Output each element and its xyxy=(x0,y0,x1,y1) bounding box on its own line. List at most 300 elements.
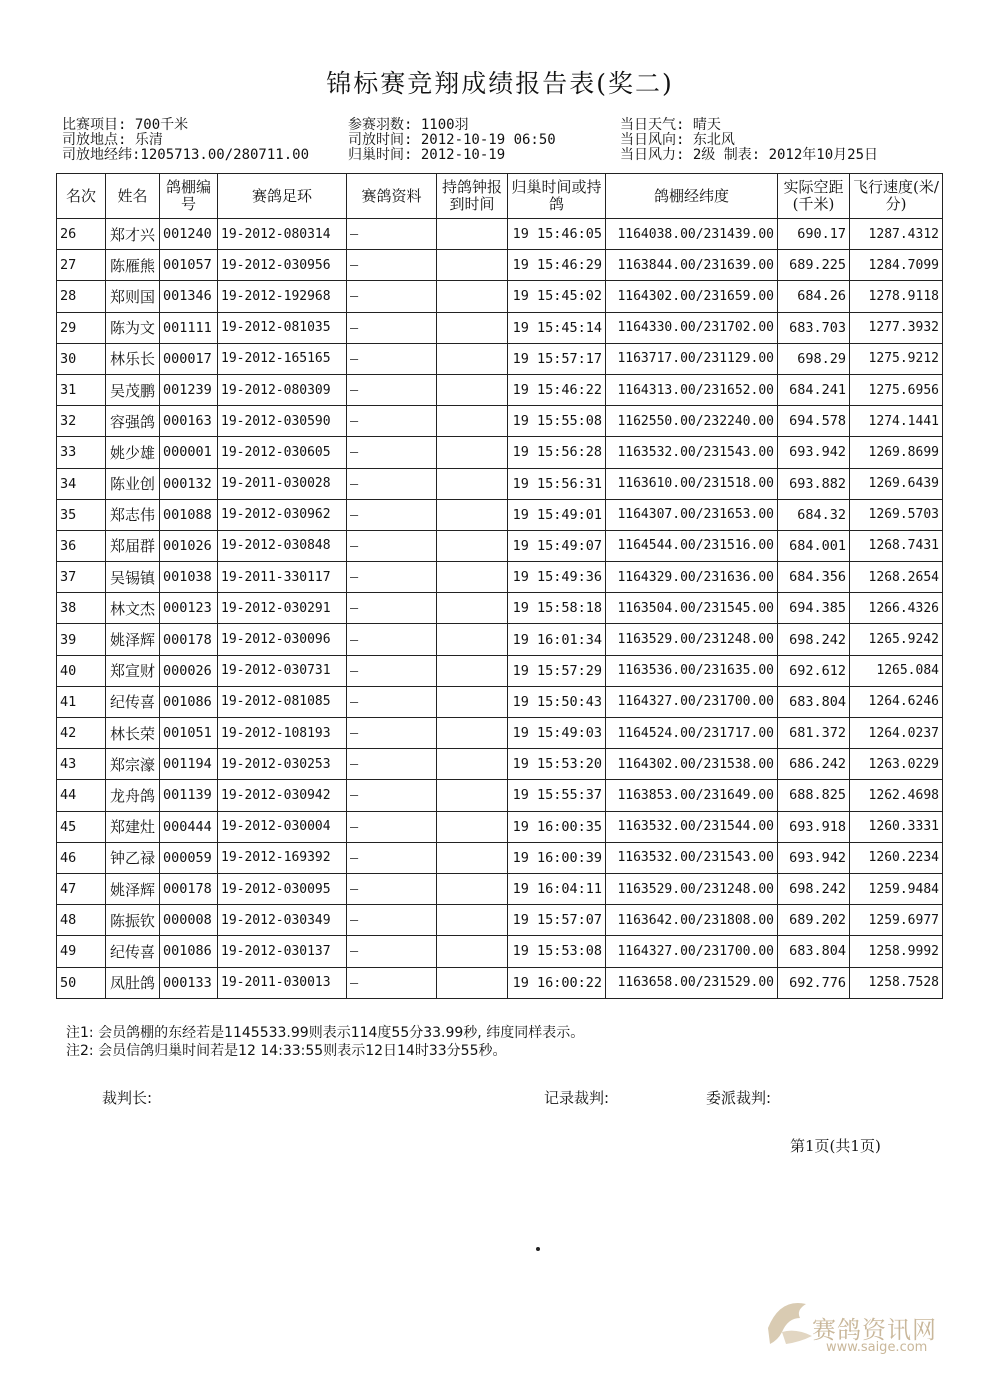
table-row xyxy=(57,718,943,749)
cell-return-time: 19 15:50:43 xyxy=(508,686,606,717)
results-table xyxy=(56,173,943,999)
cell-ring: 19-2012-080309 xyxy=(218,374,347,405)
cell-loft-coordinates: 1162550.00/232240.00 xyxy=(606,406,778,437)
cell-name: 郑则国 xyxy=(106,281,160,312)
cell-pigeon-info: — xyxy=(347,312,437,343)
cell-loft-coordinates: 1164329.00/231636.00 xyxy=(606,562,778,593)
cell-name: 郑建灶 xyxy=(106,811,160,842)
cell-name: 纪传喜 xyxy=(106,936,160,967)
header-name: 姓名 xyxy=(106,174,160,219)
cell-ring: 19-2011-030013 xyxy=(218,967,347,998)
cell-return-time: 19 16:01:34 xyxy=(508,624,606,655)
meta-wind-force-and-date: 当日风力: 2级 制表: 2012年10月25日 xyxy=(620,147,879,163)
cell-rank: 36 xyxy=(57,530,106,561)
table-row xyxy=(57,562,943,593)
cell-loft-id: 001346 xyxy=(160,281,218,312)
meta-wind-direction: 当日风向: 东北风 xyxy=(620,132,735,148)
cell-clock-report-time xyxy=(437,936,508,967)
cell-distance: 684.001 xyxy=(778,530,850,561)
cell-name: 姚泽辉 xyxy=(106,873,160,904)
cell-loft-id: 001026 xyxy=(160,530,218,561)
cell-rank: 40 xyxy=(57,655,106,686)
cell-rank: 33 xyxy=(57,437,106,468)
cell-return-time: 19 15:46:22 xyxy=(508,374,606,405)
table-header-row xyxy=(57,174,943,219)
meta-weather: 当日天气: 晴天 xyxy=(620,117,721,133)
cell-name: 纪传喜 xyxy=(106,686,160,717)
cell-pigeon-info: — xyxy=(347,967,437,998)
cell-return-time: 19 15:46:05 xyxy=(508,219,606,250)
cell-distance: 694.578 xyxy=(778,406,850,437)
meta-column-1 xyxy=(62,118,309,163)
cell-ring: 19-2012-108193 xyxy=(218,718,347,749)
cell-name: 姚少雄 xyxy=(106,437,160,468)
cell-loft-id: 001111 xyxy=(160,312,218,343)
cell-name: 林长荣 xyxy=(106,718,160,749)
cell-pigeon-info: — xyxy=(347,343,437,374)
table-row xyxy=(57,593,943,624)
cell-pigeon-info: — xyxy=(347,499,437,530)
cell-rank: 49 xyxy=(57,936,106,967)
cell-pigeon-info: — xyxy=(347,718,437,749)
header-distance: 实际空距(千米) xyxy=(778,174,850,219)
cell-name: 郑志伟 xyxy=(106,499,160,530)
cell-ring: 19-2012-030096 xyxy=(218,624,347,655)
cell-pigeon-info: — xyxy=(347,749,437,780)
table-row xyxy=(57,499,943,530)
cell-name: 郑宣财 xyxy=(106,655,160,686)
cell-loft-coordinates: 1163532.00/231543.00 xyxy=(606,842,778,873)
table-row xyxy=(57,343,943,374)
cell-rank: 45 xyxy=(57,811,106,842)
header-clock-report-time: 持鸽钟报到时间 xyxy=(437,174,508,219)
watermark-logo xyxy=(760,1288,990,1368)
cell-speed: 1262.4698 xyxy=(850,780,943,811)
cell-name: 凤肚鸽 xyxy=(106,967,160,998)
cell-ring: 19-2012-030137 xyxy=(218,936,347,967)
cell-ring: 19-2012-169392 xyxy=(218,842,347,873)
table-row xyxy=(57,530,943,561)
cell-speed: 1265.9242 xyxy=(850,624,943,655)
cell-ring: 19-2012-030848 xyxy=(218,530,347,561)
table-row xyxy=(57,406,943,437)
cell-loft-id: 000008 xyxy=(160,905,218,936)
cell-loft-id: 000026 xyxy=(160,655,218,686)
cell-ring: 19-2012-192968 xyxy=(218,281,347,312)
cell-ring: 19-2012-030095 xyxy=(218,873,347,904)
cell-rank: 26 xyxy=(57,219,106,250)
table-row xyxy=(57,437,943,468)
meta-entries: 参赛羽数: 1100羽 xyxy=(348,117,469,133)
cell-distance: 689.225 xyxy=(778,250,850,281)
cell-rank: 39 xyxy=(57,624,106,655)
cell-loft-coordinates: 1163642.00/231808.00 xyxy=(606,905,778,936)
cell-speed: 1265.084 xyxy=(850,655,943,686)
cell-rank: 27 xyxy=(57,250,106,281)
cell-clock-report-time xyxy=(437,686,508,717)
cell-clock-report-time xyxy=(437,749,508,780)
cell-speed: 1260.3331 xyxy=(850,811,943,842)
meta-event: 比赛项目: 700千米 xyxy=(62,117,189,133)
cell-name: 郑才兴 xyxy=(106,219,160,250)
cell-distance: 690.17 xyxy=(778,219,850,250)
cell-loft-coordinates: 1163532.00/231544.00 xyxy=(606,811,778,842)
cell-rank: 42 xyxy=(57,718,106,749)
cell-loft-coordinates: 1164327.00/231700.00 xyxy=(606,936,778,967)
cell-rank: 37 xyxy=(57,562,106,593)
cell-distance: 694.385 xyxy=(778,593,850,624)
cell-return-time: 19 15:46:29 xyxy=(508,250,606,281)
cell-clock-report-time xyxy=(437,718,508,749)
cell-distance: 693.942 xyxy=(778,842,850,873)
signature-delegated-referee: 委派裁判: xyxy=(706,1089,772,1107)
cell-rank: 48 xyxy=(57,905,106,936)
cell-name: 陈雁熊 xyxy=(106,250,160,281)
cell-clock-report-time xyxy=(437,780,508,811)
cell-pigeon-info: — xyxy=(347,905,437,936)
cell-ring: 19-2012-030004 xyxy=(218,811,347,842)
cell-clock-report-time xyxy=(437,624,508,655)
cell-return-time: 19 15:57:07 xyxy=(508,905,606,936)
cell-return-time: 19 15:55:37 xyxy=(508,780,606,811)
cell-speed: 1258.7528 xyxy=(850,967,943,998)
cell-clock-report-time xyxy=(437,219,508,250)
cell-rank: 31 xyxy=(57,374,106,405)
table-row xyxy=(57,312,943,343)
cell-distance: 688.825 xyxy=(778,780,850,811)
cell-pigeon-info: — xyxy=(347,842,437,873)
meta-column-3 xyxy=(620,118,878,163)
cell-speed: 1269.8699 xyxy=(850,437,943,468)
cell-ring: 19-2012-030962 xyxy=(218,499,347,530)
header-rank: 名次 xyxy=(57,174,106,219)
cell-loft-coordinates: 1163529.00/231248.00 xyxy=(606,873,778,904)
cell-return-time: 19 15:55:08 xyxy=(508,406,606,437)
cell-pigeon-info: — xyxy=(347,811,437,842)
cell-loft-id: 001086 xyxy=(160,686,218,717)
cell-pigeon-info: — xyxy=(347,624,437,655)
cell-pigeon-info: — xyxy=(347,780,437,811)
footnote-2: 注2: 会员信鸽归巢时间若是12 14:33:55则表示12日14时33分55秒。 xyxy=(66,1043,507,1059)
header-return-time: 归巢时间或持鸽 xyxy=(508,174,606,219)
cell-rank: 47 xyxy=(57,873,106,904)
cell-speed: 1274.1441 xyxy=(850,406,943,437)
header-ring: 赛鸽足环 xyxy=(218,174,347,219)
cell-loft-coordinates: 1163536.00/231635.00 xyxy=(606,655,778,686)
cell-distance: 692.776 xyxy=(778,967,850,998)
cell-return-time: 19 15:49:01 xyxy=(508,499,606,530)
cell-name: 郑届群 xyxy=(106,530,160,561)
cell-distance: 698.242 xyxy=(778,624,850,655)
table-row xyxy=(57,468,943,499)
cell-loft-id: 000132 xyxy=(160,468,218,499)
cell-ring: 19-2012-030605 xyxy=(218,437,347,468)
cell-name: 龙舟鸽 xyxy=(106,780,160,811)
cell-loft-id: 000123 xyxy=(160,593,218,624)
cell-loft-coordinates: 1164302.00/231538.00 xyxy=(606,749,778,780)
cell-loft-id: 000178 xyxy=(160,873,218,904)
cell-return-time: 19 16:04:11 xyxy=(508,873,606,904)
cell-name: 陈为文 xyxy=(106,312,160,343)
cell-clock-report-time xyxy=(437,873,508,904)
cell-return-time: 19 15:56:31 xyxy=(508,468,606,499)
cell-distance: 693.882 xyxy=(778,468,850,499)
cell-loft-id: 001057 xyxy=(160,250,218,281)
cell-rank: 28 xyxy=(57,281,106,312)
cell-rank: 34 xyxy=(57,468,106,499)
cell-distance: 683.703 xyxy=(778,312,850,343)
meta-return-date: 归巢时间: 2012-10-19 xyxy=(348,147,506,163)
cell-loft-coordinates: 1163853.00/231649.00 xyxy=(606,780,778,811)
meta-release-coordinates: 司放地经纬:1205713.00/280711.00 xyxy=(62,147,310,163)
table-row xyxy=(57,842,943,873)
pigeon-logo-icon xyxy=(760,1288,820,1358)
cell-distance: 681.372 xyxy=(778,718,850,749)
watermark-url: www.saige.com xyxy=(826,1340,928,1355)
cell-ring: 19-2012-165165 xyxy=(218,343,347,374)
cell-loft-coordinates: 1163529.00/231248.00 xyxy=(606,624,778,655)
cell-loft-coordinates: 1163610.00/231518.00 xyxy=(606,468,778,499)
cell-loft-id: 001240 xyxy=(160,219,218,250)
cell-clock-report-time xyxy=(437,499,508,530)
cell-loft-coordinates: 1163504.00/231545.00 xyxy=(606,593,778,624)
cell-name: 陈业创 xyxy=(106,468,160,499)
cell-speed: 1264.6246 xyxy=(850,686,943,717)
cell-pigeon-info: — xyxy=(347,437,437,468)
table-row xyxy=(57,780,943,811)
cell-distance: 684.32 xyxy=(778,499,850,530)
meta-column-2 xyxy=(348,118,556,163)
cell-speed: 1269.6439 xyxy=(850,468,943,499)
scan-speck xyxy=(536,1247,540,1251)
table-row xyxy=(57,250,943,281)
cell-pigeon-info: — xyxy=(347,374,437,405)
cell-loft-coordinates: 1163532.00/231543.00 xyxy=(606,437,778,468)
cell-rank: 46 xyxy=(57,842,106,873)
cell-return-time: 19 16:00:22 xyxy=(508,967,606,998)
cell-rank: 30 xyxy=(57,343,106,374)
cell-pigeon-info: — xyxy=(347,936,437,967)
cell-distance: 684.356 xyxy=(778,562,850,593)
cell-speed: 1287.4312 xyxy=(850,219,943,250)
cell-speed: 1266.4326 xyxy=(850,593,943,624)
cell-pigeon-info: — xyxy=(347,468,437,499)
cell-distance: 698.29 xyxy=(778,343,850,374)
cell-loft-coordinates: 1163844.00/231639.00 xyxy=(606,250,778,281)
cell-speed: 1268.2654 xyxy=(850,562,943,593)
report-title: 锦标赛竞翔成绩报告表(奖二) xyxy=(326,69,674,98)
cell-ring: 19-2011-330117 xyxy=(218,562,347,593)
cell-return-time: 19 15:58:18 xyxy=(508,593,606,624)
cell-name: 姚泽辉 xyxy=(106,624,160,655)
cell-speed: 1263.0229 xyxy=(850,749,943,780)
cell-loft-id: 001086 xyxy=(160,936,218,967)
header-loft-id: 鸽棚编号 xyxy=(160,174,218,219)
cell-rank: 44 xyxy=(57,780,106,811)
cell-loft-coordinates: 1164313.00/231652.00 xyxy=(606,374,778,405)
cell-return-time: 19 15:45:02 xyxy=(508,281,606,312)
cell-return-time: 19 15:56:28 xyxy=(508,437,606,468)
cell-loft-id: 000001 xyxy=(160,437,218,468)
cell-ring: 19-2012-030942 xyxy=(218,780,347,811)
cell-return-time: 19 16:00:39 xyxy=(508,842,606,873)
table-row xyxy=(57,374,943,405)
table-row xyxy=(57,905,943,936)
cell-rank: 32 xyxy=(57,406,106,437)
cell-clock-report-time xyxy=(437,562,508,593)
meta-release-site: 司放地点: 乐清 xyxy=(62,132,163,148)
meta-release-time: 司放时间: 2012-10-19 06:50 xyxy=(348,132,556,148)
cell-return-time: 19 16:00:35 xyxy=(508,811,606,842)
header-pigeon-info: 赛鸽资料 xyxy=(347,174,437,219)
cell-loft-id: 001038 xyxy=(160,562,218,593)
signature-chief-referee: 裁判长: xyxy=(102,1089,153,1107)
cell-name: 容强鸽 xyxy=(106,406,160,437)
cell-clock-report-time xyxy=(437,406,508,437)
cell-clock-report-time xyxy=(437,593,508,624)
cell-pigeon-info: — xyxy=(347,655,437,686)
cell-speed: 1259.6977 xyxy=(850,905,943,936)
cell-distance: 683.804 xyxy=(778,686,850,717)
footnotes xyxy=(66,1024,584,1060)
cell-pigeon-info: — xyxy=(347,873,437,904)
cell-speed: 1278.9118 xyxy=(850,281,943,312)
cell-ring: 19-2012-030956 xyxy=(218,250,347,281)
cell-pigeon-info: — xyxy=(347,281,437,312)
table-row xyxy=(57,936,943,967)
cell-rank: 41 xyxy=(57,686,106,717)
cell-name: 吴茂鹏 xyxy=(106,374,160,405)
cell-speed: 1259.9484 xyxy=(850,873,943,904)
cell-distance: 683.804 xyxy=(778,936,850,967)
cell-speed: 1269.5703 xyxy=(850,499,943,530)
cell-rank: 38 xyxy=(57,593,106,624)
cell-pigeon-info: — xyxy=(347,219,437,250)
header-loft-coordinates: 鸽棚经纬度 xyxy=(606,174,778,219)
cell-loft-coordinates: 1164524.00/231717.00 xyxy=(606,718,778,749)
cell-ring: 19-2012-081035 xyxy=(218,312,347,343)
cell-clock-report-time xyxy=(437,437,508,468)
cell-distance: 684.241 xyxy=(778,374,850,405)
cell-loft-coordinates: 1164307.00/231653.00 xyxy=(606,499,778,530)
cell-return-time: 19 15:49:03 xyxy=(508,718,606,749)
cell-loft-id: 001088 xyxy=(160,499,218,530)
cell-pigeon-info: — xyxy=(347,686,437,717)
cell-return-time: 19 15:49:07 xyxy=(508,530,606,561)
table-row xyxy=(57,655,943,686)
cell-distance: 693.918 xyxy=(778,811,850,842)
cell-speed: 1275.6956 xyxy=(850,374,943,405)
cell-name: 吴锡镇 xyxy=(106,562,160,593)
cell-clock-report-time xyxy=(437,655,508,686)
cell-clock-report-time xyxy=(437,811,508,842)
cell-clock-report-time xyxy=(437,281,508,312)
table-row xyxy=(57,811,943,842)
cell-speed: 1277.3932 xyxy=(850,312,943,343)
cell-loft-coordinates: 1164302.00/231659.00 xyxy=(606,281,778,312)
cell-clock-report-time xyxy=(437,250,508,281)
cell-speed: 1264.0237 xyxy=(850,718,943,749)
cell-pigeon-info: — xyxy=(347,530,437,561)
cell-distance: 684.26 xyxy=(778,281,850,312)
cell-name: 陈振钦 xyxy=(106,905,160,936)
table-row xyxy=(57,749,943,780)
cell-clock-report-time xyxy=(437,842,508,873)
cell-name: 林文杰 xyxy=(106,593,160,624)
cell-rank: 43 xyxy=(57,749,106,780)
table-row xyxy=(57,281,943,312)
cell-pigeon-info: — xyxy=(347,593,437,624)
cell-loft-coordinates: 1163658.00/231529.00 xyxy=(606,967,778,998)
cell-loft-coordinates: 1164330.00/231702.00 xyxy=(606,312,778,343)
cell-rank: 29 xyxy=(57,312,106,343)
cell-clock-report-time xyxy=(437,905,508,936)
cell-loft-id: 000017 xyxy=(160,343,218,374)
cell-loft-id: 001239 xyxy=(160,374,218,405)
cell-loft-id: 000444 xyxy=(160,811,218,842)
table-row xyxy=(57,219,943,250)
cell-loft-id: 000059 xyxy=(160,842,218,873)
cell-clock-report-time xyxy=(437,312,508,343)
cell-loft-id: 001194 xyxy=(160,749,218,780)
cell-pigeon-info: — xyxy=(347,250,437,281)
cell-distance: 689.202 xyxy=(778,905,850,936)
table-row xyxy=(57,967,943,998)
cell-name: 郑宗濠 xyxy=(106,749,160,780)
cell-name: 钟乙禄 xyxy=(106,842,160,873)
cell-distance: 692.612 xyxy=(778,655,850,686)
cell-ring: 19-2011-030028 xyxy=(218,468,347,499)
cell-loft-id: 000163 xyxy=(160,406,218,437)
cell-speed: 1258.9992 xyxy=(850,936,943,967)
cell-clock-report-time xyxy=(437,530,508,561)
cell-ring: 19-2012-081085 xyxy=(218,686,347,717)
cell-pigeon-info: — xyxy=(347,562,437,593)
cell-rank: 50 xyxy=(57,967,106,998)
cell-ring: 19-2012-030731 xyxy=(218,655,347,686)
cell-loft-coordinates: 1164327.00/231700.00 xyxy=(606,686,778,717)
cell-loft-coordinates: 1164038.00/231439.00 xyxy=(606,219,778,250)
cell-ring: 19-2012-030590 xyxy=(218,406,347,437)
cell-distance: 698.242 xyxy=(778,873,850,904)
cell-ring: 19-2012-030291 xyxy=(218,593,347,624)
cell-clock-report-time xyxy=(437,967,508,998)
footnote-1: 注1: 会员鸽棚的东经若是1145533.99则表示114度55分33.99秒, 纬度同样表示。 xyxy=(66,1025,585,1041)
header-speed: 飞行速度(米/分) xyxy=(850,174,943,219)
cell-return-time: 19 15:45:14 xyxy=(508,312,606,343)
cell-ring: 19-2012-080314 xyxy=(218,219,347,250)
cell-ring: 19-2012-030349 xyxy=(218,905,347,936)
cell-ring: 19-2012-030253 xyxy=(218,749,347,780)
cell-loft-coordinates: 1163717.00/231129.00 xyxy=(606,343,778,374)
table-row xyxy=(57,873,943,904)
table-row xyxy=(57,686,943,717)
cell-clock-report-time xyxy=(437,343,508,374)
cell-return-time: 19 15:53:20 xyxy=(508,749,606,780)
cell-return-time: 19 15:49:36 xyxy=(508,562,606,593)
cell-loft-id: 001139 xyxy=(160,780,218,811)
cell-return-time: 19 15:53:08 xyxy=(508,936,606,967)
cell-distance: 686.242 xyxy=(778,749,850,780)
cell-name: 林乐长 xyxy=(106,343,160,374)
cell-speed: 1260.2234 xyxy=(850,842,943,873)
cell-return-time: 19 15:57:17 xyxy=(508,343,606,374)
cell-loft-id: 000178 xyxy=(160,624,218,655)
cell-clock-report-time xyxy=(437,374,508,405)
cell-distance: 693.942 xyxy=(778,437,850,468)
cell-return-time: 19 15:57:29 xyxy=(508,655,606,686)
cell-speed: 1284.7099 xyxy=(850,250,943,281)
